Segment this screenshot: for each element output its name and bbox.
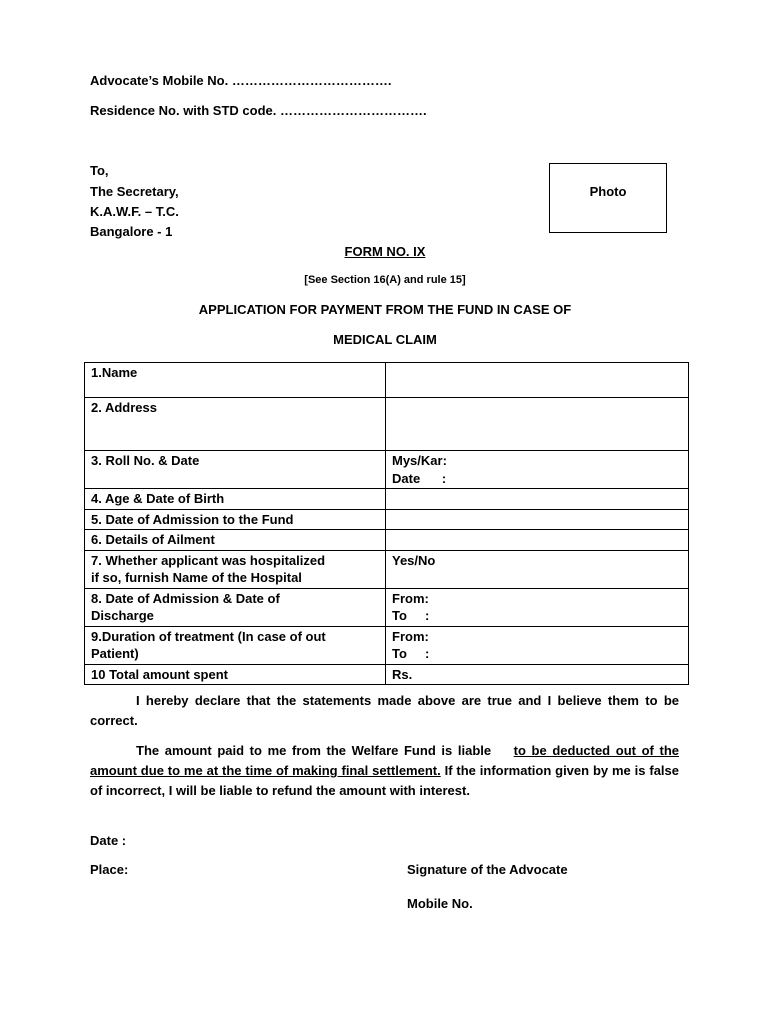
table-row-hospitalized <box>85 550 689 588</box>
declaration-text-2-underlined: to be deducted out of the amount due to me at the time of making final settlement. <box>90 743 679 778</box>
label-treatment-duration <box>85 626 386 664</box>
footer-place: Place: <box>90 862 129 877</box>
declaration-text-2-end: If the information given by me is false of incorrect, I will be liable to refund the amount with interest. <box>90 763 679 798</box>
claim-table <box>84 362 689 685</box>
address-line-secretary: The Secretary, <box>90 184 179 199</box>
form-section-reference: [See Section 16(A) and rule 15] <box>304 274 466 286</box>
label-treatment-duration-line1: 9.Duration of treatment (In case of out <box>91 628 326 644</box>
label-roll-no: 3. Roll No. & Date <box>85 451 386 489</box>
label-admission-fund: 5. Date of Admission to the Fund <box>85 509 386 530</box>
table-row-admission-discharge <box>85 588 689 626</box>
label-admission-discharge <box>85 588 386 626</box>
value-roll-no-date: Date : <box>392 470 447 486</box>
address-to: To, <box>90 163 109 178</box>
value-treatment-duration[interactable] <box>386 626 689 664</box>
photo-box <box>549 163 667 233</box>
label-hospitalized <box>85 550 386 588</box>
address-line-org: K.A.W.F. – T.C. <box>90 204 179 219</box>
value-ailment[interactable] <box>386 530 689 551</box>
label-name: 1.Name <box>85 363 386 398</box>
declaration-text-1: I hereby declare that the statements made above are true and I believe them to be correct. <box>90 693 679 728</box>
advocate-mobile-line: Advocate’s Mobile No. ………………………………. <box>90 73 392 88</box>
table-row-ailment <box>85 530 689 551</box>
value-roll-no-mys-kar: Mys/Kar: <box>392 453 447 468</box>
table-row-address <box>85 398 689 451</box>
table-row-admission-fund <box>85 509 689 530</box>
label-total-amount: 10 Total amount spent <box>85 664 386 685</box>
label-hospitalized-line1: 7. Whether applicant was hospitalized <box>91 552 326 568</box>
value-address[interactable] <box>386 398 689 451</box>
label-admission-discharge-line1: 8. Date of Admission & Date of <box>91 590 280 606</box>
value-admission-to: To : <box>392 608 430 623</box>
label-admission-discharge-line2: Discharge <box>91 608 154 623</box>
address-line-city: Bangalore - 1 <box>90 224 173 239</box>
value-hospitalized[interactable]: Yes/No <box>386 550 689 588</box>
label-ailment: 6. Details of Ailment <box>85 530 386 551</box>
declaration-text-2-start: The amount paid to me from the Welfare Fund is liable <box>136 743 492 758</box>
declaration-paragraph-2 <box>90 741 679 801</box>
footer-signature: Signature of the Advocate <box>407 862 568 877</box>
table-row-total-amount <box>85 664 689 685</box>
label-age-dob: 4. Age & Date of Birth <box>85 489 386 510</box>
label-treatment-duration-line2: Patient) <box>91 646 139 661</box>
residence-number-line: Residence No. with STD code. ……………………………. <box>90 103 427 118</box>
value-treatment-to: To : <box>392 646 430 661</box>
value-admission-discharge[interactable] <box>386 588 689 626</box>
form-subtitle: MEDICAL CLAIM <box>333 332 437 347</box>
footer-mobile: Mobile No. <box>407 896 473 911</box>
value-admission-fund[interactable] <box>386 509 689 530</box>
label-hospitalized-line2: if so, furnish Name of the Hospital <box>91 570 302 585</box>
table-row-name <box>85 363 689 398</box>
form-title: APPLICATION FOR PAYMENT FROM THE FUND IN CASE OF <box>198 302 572 317</box>
form-number: FORM NO. IX <box>344 244 426 259</box>
declaration-paragraph-1 <box>90 691 679 731</box>
value-roll-no[interactable] <box>386 451 689 489</box>
value-treatment-from: From: <box>392 628 429 644</box>
table-row-roll-no <box>85 451 689 489</box>
value-name[interactable] <box>386 363 689 398</box>
value-total-amount[interactable]: Rs. <box>386 664 689 685</box>
table-row-age <box>85 489 689 510</box>
value-age-dob[interactable] <box>386 489 689 510</box>
footer-date: Date : <box>90 833 127 848</box>
table-row-treatment-duration <box>85 626 689 664</box>
value-admission-from: From: <box>392 590 429 606</box>
photo-label: Photo <box>589 184 627 199</box>
label-address: 2. Address <box>85 398 386 451</box>
